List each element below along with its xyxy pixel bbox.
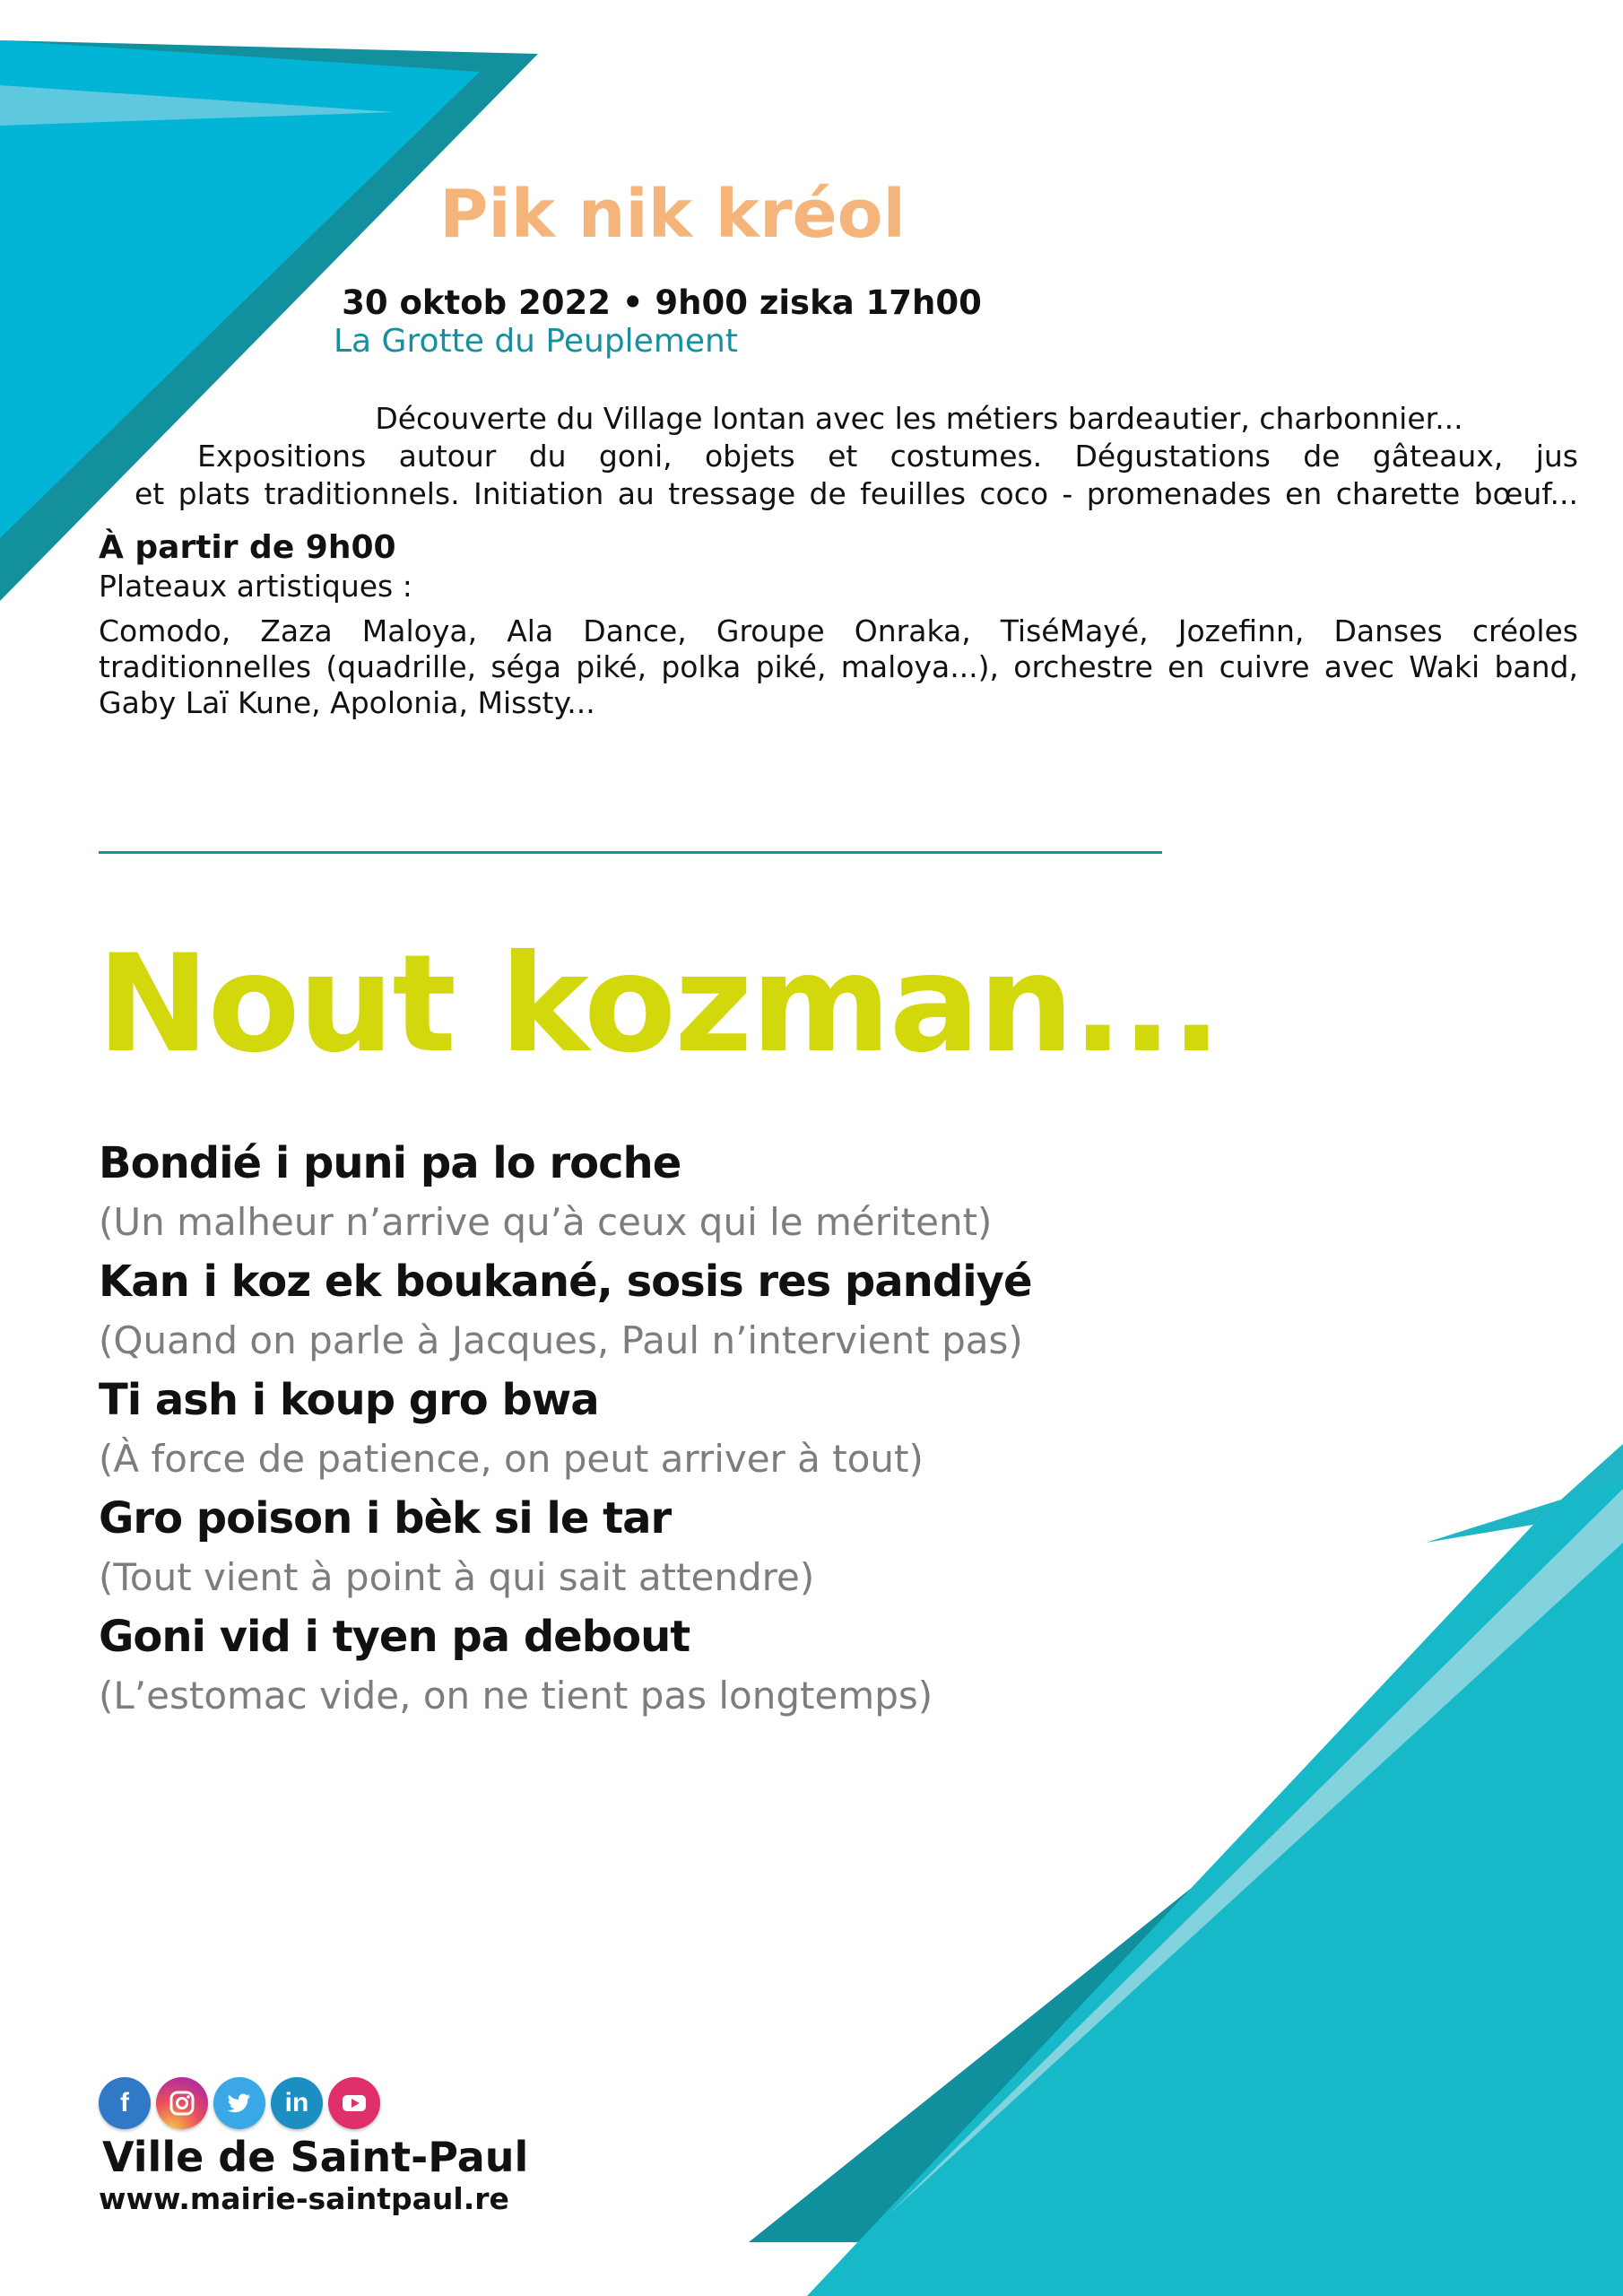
event-title: Pik nik kréol <box>439 176 906 253</box>
twitter-icon[interactable] <box>213 2077 265 2129</box>
section-title: Nout kozman... <box>97 926 1220 1083</box>
twitter-glyph <box>223 2087 256 2119</box>
description-line: et plats traditionnels. Initiation au tressage de feuilles coco - promenades en charette bœuf... <box>135 476 1578 511</box>
instagram-icon[interactable] <box>156 2077 208 2129</box>
instagram-glyph <box>166 2087 198 2119</box>
youtube-icon[interactable] <box>328 2077 380 2129</box>
event-description <box>99 400 1578 513</box>
facebook-glyph: f <box>120 2088 129 2118</box>
proverb-kreol: Kan i koz ek boukané, sosis res pandiyé <box>99 1257 1032 1307</box>
start-time-label: À partir de 9h00 <box>99 529 396 566</box>
linkedin-icon[interactable] <box>271 2077 323 2129</box>
divider <box>99 851 1162 854</box>
proverb-translation: (Tout vient à point à qui sait attendre) <box>99 1555 815 1599</box>
description-line: Expositions autour du goni, objets et costumes. Dégustations de gâteaux, jus <box>197 439 1578 474</box>
proverb-item <box>99 1134 1264 1252</box>
proverbs-list <box>99 1134 1264 1726</box>
proverb-kreol: Bondié i puni pa lo roche <box>99 1138 681 1188</box>
proverb-item <box>99 1489 1264 1607</box>
proverb-translation: (L’estomac vide, on ne tient pas longtemps) <box>99 1674 933 1718</box>
youtube-glyph <box>338 2087 370 2119</box>
social-links <box>99 2077 380 2129</box>
website-link[interactable]: www.mairie-saintpaul.re <box>99 2181 509 2216</box>
org-name: Ville de Saint-Paul <box>102 2133 529 2181</box>
plateaux-label: Plateaux artistiques : <box>99 569 412 604</box>
event-place: La Grotte du Peuplement <box>334 323 738 360</box>
proverb-translation: (À force de patience, on peut arriver à tout) <box>99 1437 924 1481</box>
proverb-kreol: Gro poison i bèk si le tar <box>99 1493 672 1544</box>
linkedin-glyph: in <box>284 2088 309 2118</box>
proverb-item <box>99 1370 1264 1489</box>
proverb-translation: (Un malheur n’arrive qu’à ceux qui le méritent) <box>99 1200 993 1244</box>
description-line: Découverte du Village lontan avec les métiers bardeautier, charbonnier... <box>375 401 1463 436</box>
proverb-translation: (Quand on parle à Jacques, Paul n’intervient pas) <box>99 1318 1023 1362</box>
proverb-item <box>99 1252 1264 1370</box>
facebook-icon[interactable] <box>99 2077 151 2129</box>
artists-list: Comodo, Zaza Maloya, Ala Dance, Groupe Onraka, TiséMayé, Jozefinn, Danses créoles traditionnelles (quadrille, séga piké, polka piké, maloya...), orchestre en cuivre avec Waki band, Gaby Laï Kune, Apolonia, Missty... <box>99 613 1578 720</box>
proverb-kreol: Ti ash i koup gro bwa <box>99 1375 599 1425</box>
proverb-kreol: Goni vid i tyen pa debout <box>99 1612 690 1662</box>
proverb-item <box>99 1607 1264 1726</box>
event-date: 30 oktob 2022 • 9h00 ziska 17h00 <box>342 283 982 322</box>
